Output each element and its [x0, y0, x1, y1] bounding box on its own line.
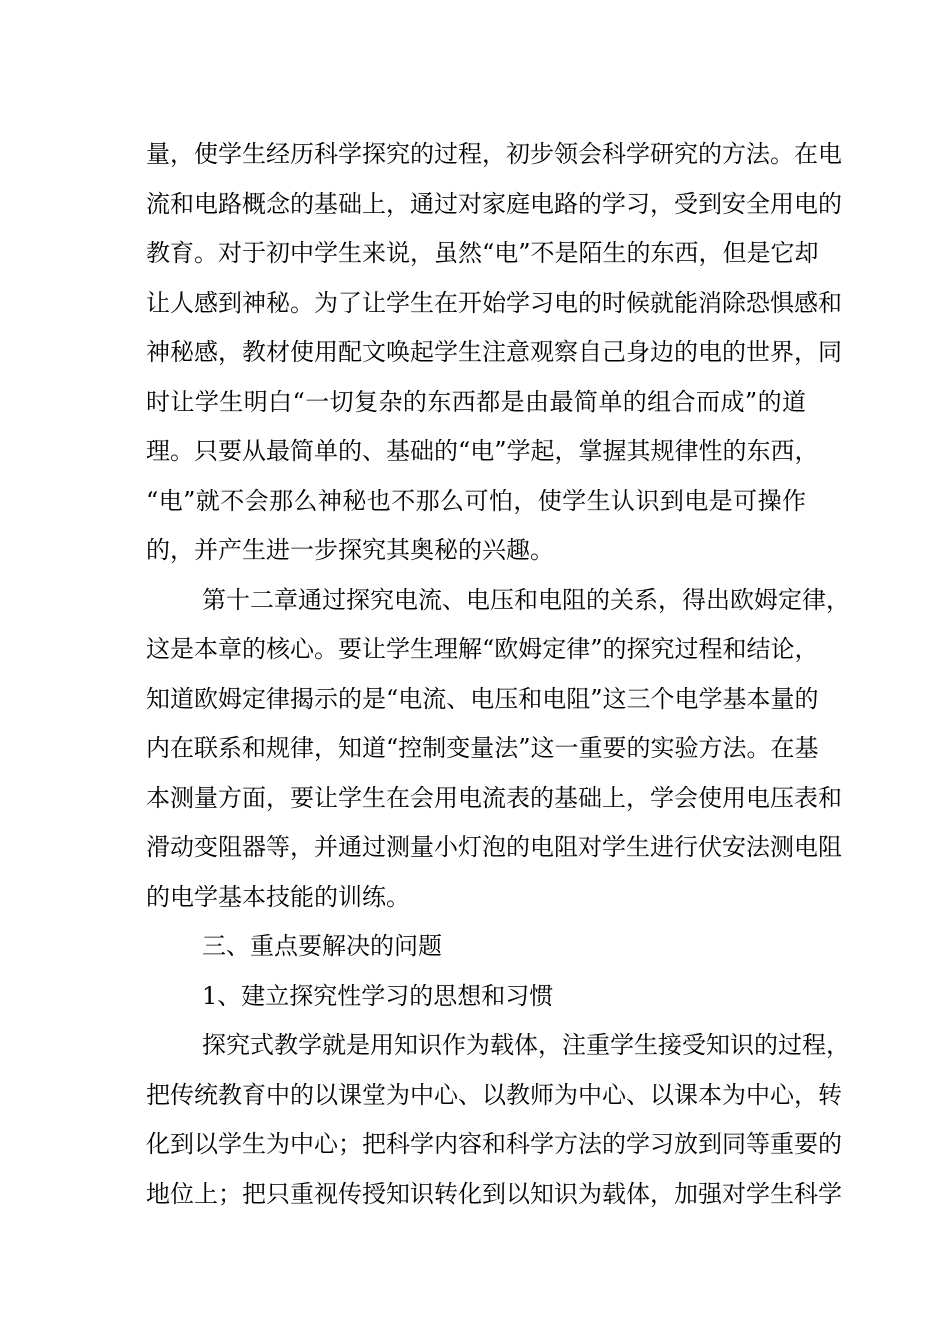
text-line: 的电学基本技能的训练。	[146, 882, 410, 911]
text-line: 本测量方面，要让学生在会用电流表的基础上，学会使用电压表和	[146, 783, 842, 812]
text-line: 地位上；把只重视传授知识转化到以知识为载体，加强对学生科学	[146, 1179, 842, 1208]
text-line: 教育。对于初中学生来说，虽然“电”不是陌生的东西，但是它却	[146, 239, 819, 267]
text-line: 神秘感，教材使用配文唤起学生注意观察自己身边的电的世界，同	[146, 338, 842, 366]
text-line: 这是本章的核心。要让学生理解“欧姆定律”的探究过程和结论，	[146, 635, 819, 663]
paragraph-first-line: 第十二章通过探究电流、电压和电阻的关系，得出欧姆定律，	[202, 585, 850, 614]
body-text	[146, 130, 850, 1219]
text-line: 理。只要从最简单的、基础的“电”学起，掌握其规律性的东西，	[146, 437, 819, 465]
subsection-heading: 1、建立探究性学习的思想和习惯	[202, 981, 554, 1010]
text-line: 流和电路概念的基础上，通过对家庭电路的学习，受到安全用电的	[146, 189, 842, 218]
text-line: 知道欧姆定律揭示的是“电流、电压和电阻”这三个电学基本量的	[146, 684, 819, 713]
text-line: 的，并产生进一步探究其奥秘的兴趣。	[146, 536, 554, 564]
section-heading: 三、重点要解决的问题	[202, 932, 442, 960]
paragraph-first-line: 探究式教学就是用知识作为载体，注重学生接受知识的过程，	[202, 1031, 850, 1059]
text-line: 化到以学生为中心；把科学内容和科学方法的学习放到同等重要的	[146, 1130, 842, 1158]
text-line: 滑动变阻器等，并通过测量小灯泡的电阻对学生进行伏安法测电阻	[146, 833, 842, 861]
text-line: “电”就不会那么神秘也不那么可怕，使学生认识到电是可操作	[146, 486, 806, 515]
text-line: 时让学生明白“一切复杂的东西都是由最简单的组合而成”的道	[146, 387, 806, 416]
text-line: 量，使学生经历科学探究的过程，初步领会科学研究的方法。在电	[146, 140, 842, 168]
text-line: 内在联系和规律，知道“控制变量法”这一重要的实验方法。在基	[146, 734, 819, 762]
text-line: 让人感到神秘。为了让学生在开始学习电的时候就能消除恐惧感和	[146, 288, 842, 317]
text-line: 把传统教育中的以课堂为中心、以教师为中心、以课本为中心，转	[146, 1080, 842, 1109]
